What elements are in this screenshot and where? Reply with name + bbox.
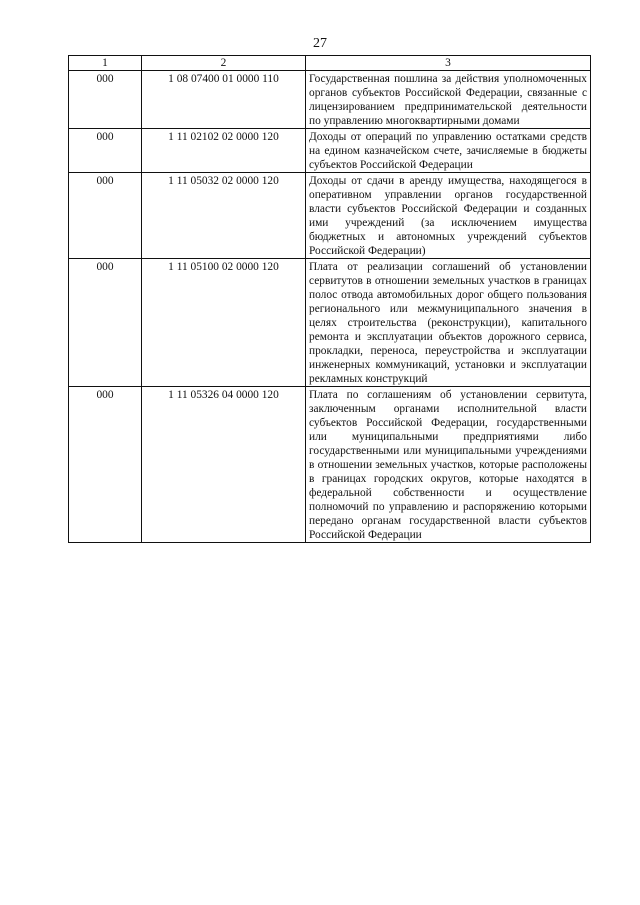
revenue-code-cell: 1 08 07400 01 0000 110	[142, 71, 306, 129]
revenue-code-cell: 1 11 02102 02 0000 120	[142, 129, 306, 173]
column-header-3: 3	[306, 56, 591, 71]
administrator-code-cell: 000	[69, 71, 142, 129]
revenue-code-cell: 1 11 05100 02 0000 120	[142, 259, 306, 387]
revenue-code-cell: 1 11 05326 04 0000 120	[142, 387, 306, 543]
table-row	[69, 173, 591, 259]
revenue-name-cell: Плата по соглашениям об установлении сервитута, заключенным органами исполнительной власти субъектов Российской Федерации, государственными или муниципальными предприятиями либо государственными или муниципальными учреждениями в отношении земельных участков, которые расположены в границах городских округов, которые находятся в федеральной собственности и осуществление полномочий по управлению и распоряжению которыми передано органам государственной власти субъектов Российской Федерации	[306, 387, 591, 543]
table-row	[69, 387, 591, 543]
table-row	[69, 129, 591, 173]
column-header-2: 2	[142, 56, 306, 71]
page-number: 27	[313, 36, 327, 51]
administrator-code-cell: 000	[69, 259, 142, 387]
revenue-code-cell: 1 11 05032 02 0000 120	[142, 173, 306, 259]
revenue-name-cell: Доходы от сдачи в аренду имущества, находящегося в оперативном управлении органов государственной власти субъектов Российской Федерации и созданных ими учреждений (за исключением имущества бюджетных и автономных учреждений субъектов Российской Федерации)	[306, 173, 591, 259]
administrator-code-cell: 000	[69, 387, 142, 543]
administrator-code-cell: 000	[69, 129, 142, 173]
table-row	[69, 259, 591, 387]
revenue-codes-table	[68, 55, 591, 543]
revenue-name-cell: Государственная пошлина за действия уполномоченных органов субъектов Российской Федерации, связанные с лицензированием предпринимательской деятельности по управлению многоквартирными домами	[306, 71, 591, 129]
revenue-name-cell: Доходы от операций по управлению остатками средств на едином казначейском счете, зачисляемые в бюджеты субъектов Российской Федерации	[306, 129, 591, 173]
revenue-name-cell: Плата от реализации соглашений об установлении сервитутов в отношении земельных участков в границах полос отвода автомобильных дорог общего пользования регионального или межмуниципального значения в целях строительства (реконструкции), капитального ремонта и эксплуатации объектов дорожного сервиса, прокладки, переноса, переустройства и эксплуатации инженерных коммуникаций, установки и эксплуатации рекламных конструкций	[306, 259, 591, 387]
column-header-1: 1	[69, 56, 142, 71]
table-row	[69, 71, 591, 129]
table-header-row	[69, 56, 591, 71]
administrator-code-cell: 000	[69, 173, 142, 259]
